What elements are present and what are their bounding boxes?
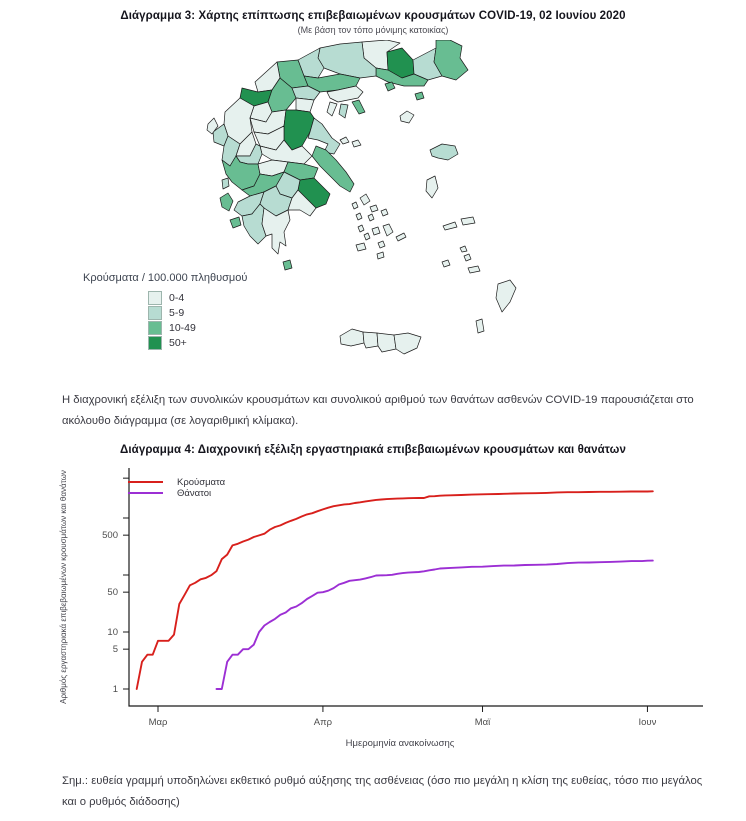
legend-swatch bbox=[148, 321, 162, 335]
map-region bbox=[442, 260, 450, 267]
y-axis-title: Αριθμός εργαστηριακά επιβεβαιωμένων κρουσμάτων και θανάτων bbox=[59, 470, 68, 704]
y-tick-label: 500 bbox=[102, 530, 118, 542]
y-tick-label: 1 bbox=[112, 684, 118, 695]
legend-class-label: 10-49 bbox=[169, 321, 196, 334]
map-legend-item bbox=[148, 305, 247, 320]
legend-swatch bbox=[148, 306, 162, 320]
map-region bbox=[284, 110, 314, 150]
map-region bbox=[340, 137, 349, 144]
map-figure-title: Διάγραμμα 3: Χάρτης επίπτωσης επιβεβαιωμένων κρουσμάτων COVID-19, 02 Ιουνίου 2020 bbox=[120, 10, 626, 22]
map-region bbox=[340, 329, 364, 346]
map-region bbox=[378, 241, 385, 248]
map-region bbox=[296, 98, 314, 112]
map-region bbox=[461, 217, 475, 225]
legend-class-label: 50+ bbox=[169, 336, 187, 349]
map-region bbox=[327, 102, 337, 116]
map-region bbox=[222, 178, 229, 189]
x-tick-label: Μαϊ bbox=[474, 717, 491, 728]
map-region bbox=[230, 217, 241, 228]
y-tick-label: 5 bbox=[112, 644, 118, 656]
y-tick-label: 10 bbox=[107, 627, 118, 638]
map-figure-subtitle: (Με βάση τον τόπο μόνιμης κατοικίας) bbox=[297, 25, 449, 35]
map-region bbox=[381, 209, 388, 216]
x-tick-label: Ιουν bbox=[638, 717, 657, 728]
map-region bbox=[383, 224, 393, 236]
map-region bbox=[400, 111, 414, 123]
map-region bbox=[360, 194, 370, 205]
chart-axes bbox=[129, 468, 703, 706]
map-region bbox=[283, 260, 292, 270]
map-region bbox=[308, 118, 340, 154]
legend-class-label: 5-9 bbox=[169, 306, 185, 319]
map-region bbox=[396, 233, 406, 241]
line-chart-title: Διάγραμμα 4: Διαχρονική εξέλιξη εργαστηριακά επιβεβαιωμένων κρουσμάτων και θανάτων bbox=[120, 444, 626, 456]
map-legend-item bbox=[148, 335, 247, 350]
map-region bbox=[364, 233, 370, 240]
map-region bbox=[496, 280, 516, 312]
map-region bbox=[356, 213, 362, 220]
cases-deaths-line-chart bbox=[0, 440, 746, 770]
map-region bbox=[372, 227, 380, 235]
legend-swatch bbox=[148, 291, 162, 305]
x-tick-label: Μαρ bbox=[148, 717, 168, 728]
x-tick-label: Απρ bbox=[313, 717, 333, 728]
map-region bbox=[352, 202, 358, 209]
body-paragraph: Η διαχρονική εξέλιξη των συνολικών κρουσμάτων και συνολικού αριθμού των θανάτων ασθενών COVID-19 παρουσιάζεται στο ακόλουθο διάγραμμα (σε λογαριθμική κλίμακα). bbox=[62, 394, 694, 427]
map-region bbox=[476, 319, 484, 333]
map-region bbox=[352, 100, 365, 114]
map-region bbox=[415, 92, 424, 100]
map-region bbox=[430, 144, 458, 160]
map-region bbox=[394, 333, 421, 354]
map-region bbox=[464, 254, 471, 261]
x-axis-title: Ημερομηνία ανακοίνωσης bbox=[345, 738, 455, 749]
legend-swatch bbox=[148, 336, 162, 350]
y-tick-label: 50 bbox=[107, 587, 118, 599]
legend-class-label: 0-4 bbox=[169, 291, 185, 304]
map-region bbox=[468, 266, 480, 273]
map-region bbox=[377, 252, 384, 259]
series-cases bbox=[137, 491, 653, 689]
map-region bbox=[356, 243, 366, 251]
map-region bbox=[220, 193, 233, 211]
map-region bbox=[370, 205, 378, 212]
chart-legend-label: Κρούσματα bbox=[177, 477, 226, 488]
map-region bbox=[443, 222, 457, 230]
map-region bbox=[352, 140, 361, 147]
map-region bbox=[426, 176, 438, 198]
map-region bbox=[460, 246, 467, 252]
map-region bbox=[358, 225, 364, 232]
map-legend-item bbox=[148, 320, 247, 335]
series-deaths bbox=[217, 561, 653, 689]
map-region bbox=[339, 104, 348, 118]
map-legend bbox=[83, 272, 247, 350]
map-region bbox=[377, 333, 396, 352]
chart-legend-label: Θάνατοι bbox=[177, 488, 212, 499]
map-legend-title: Κρούσματα / 100.000 πληθυσμού bbox=[83, 272, 248, 284]
footnote: Σημ.: ευθεία γραμμή υποδηλώνει εκθετικό ρυθμό αύξησης της ασθένειας (όσο πιο μεγάλη η κλίση της ευθείας, τόσο πιο μεγάλος και ο ρυθμός διάδοσης) bbox=[62, 775, 703, 808]
map-region bbox=[363, 332, 378, 348]
map-region bbox=[368, 214, 374, 221]
map-legend-item bbox=[148, 290, 247, 305]
